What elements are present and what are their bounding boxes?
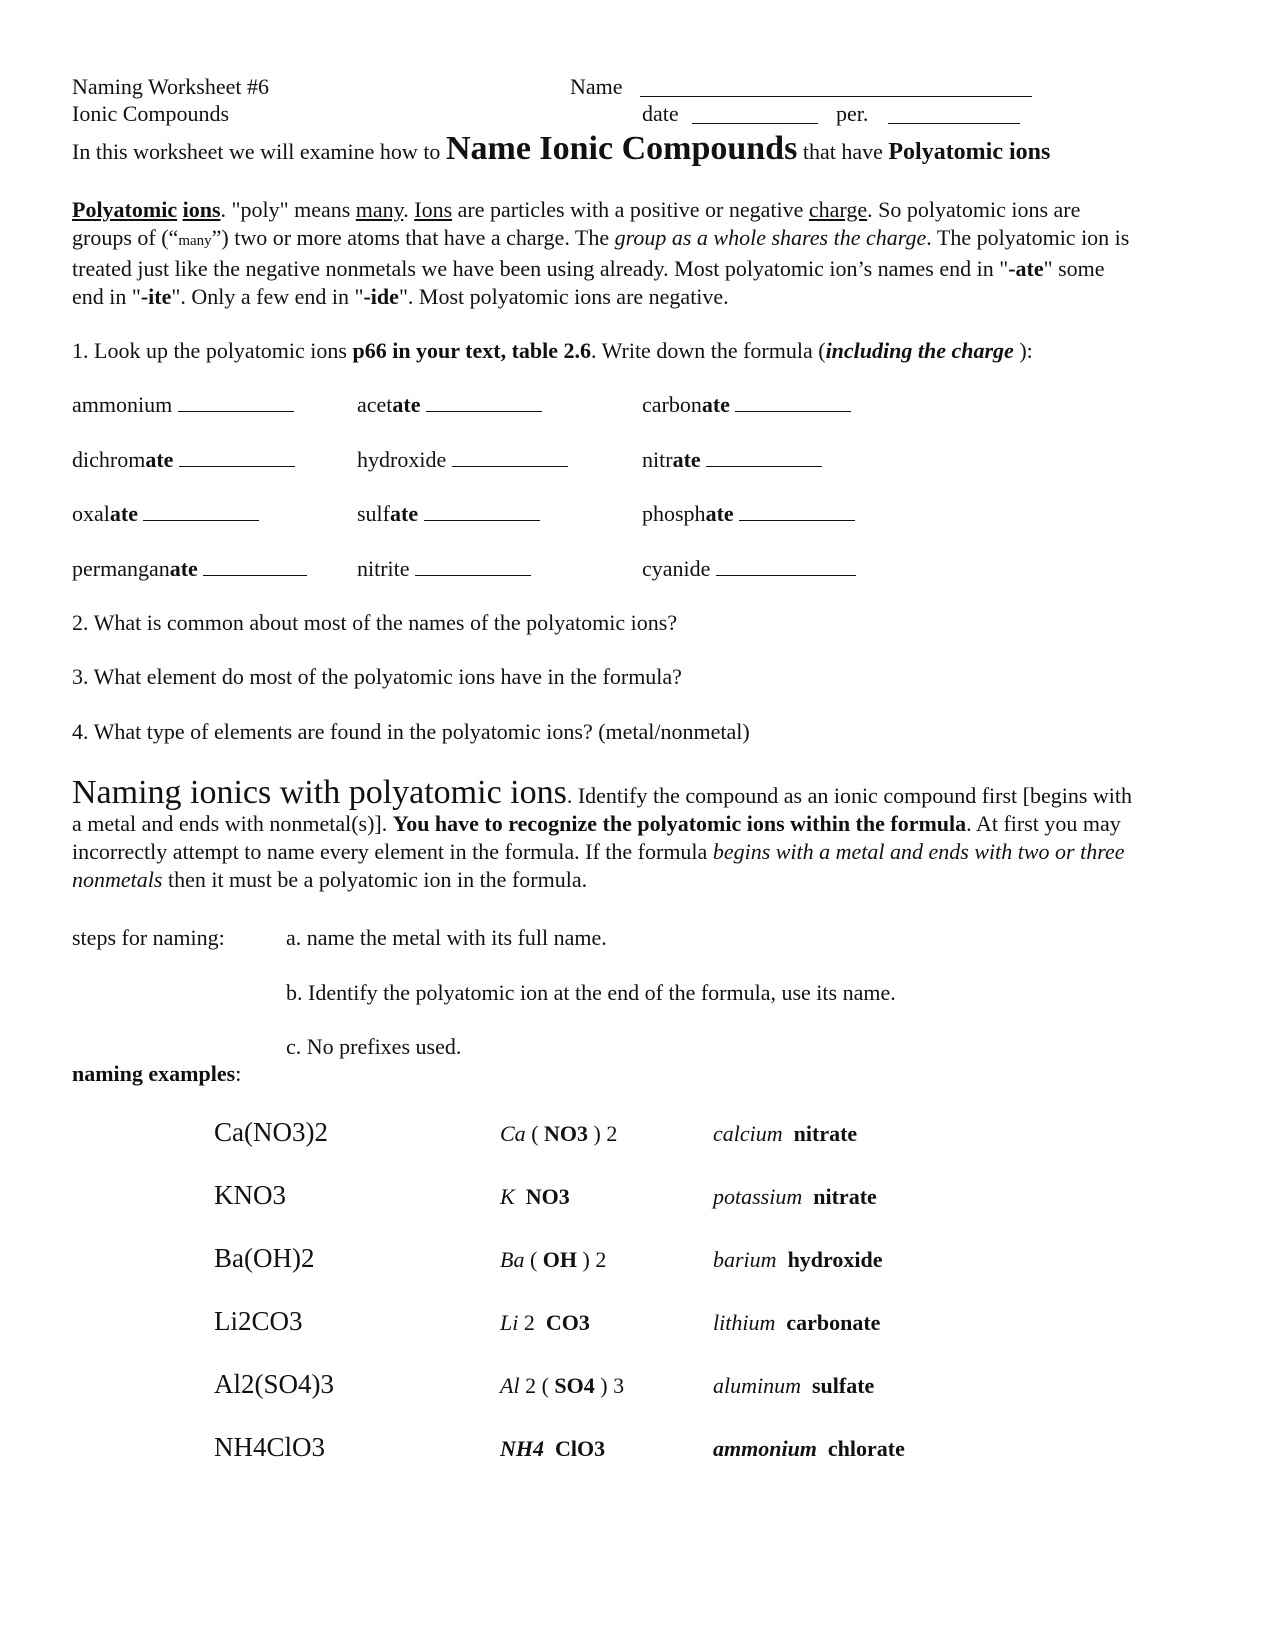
example-formula: Al2(SO4)3	[214, 1369, 334, 1399]
name-field[interactable]	[640, 78, 1032, 97]
ion-sulfate: sulfate	[357, 501, 540, 527]
ion-hydroxide: hydroxide	[357, 447, 568, 473]
per-field[interactable]	[888, 105, 1020, 124]
example-name: aluminum sulfate	[713, 1373, 875, 1398]
example-name: ammonium chlorate	[713, 1436, 905, 1461]
answer-blank[interactable]	[203, 557, 307, 576]
example-formula: Li2CO3	[214, 1306, 303, 1336]
ion-permanganate: permanganate	[72, 556, 307, 582]
question-3: 3. What element do most of the polyatomic ions have in the formula?	[72, 664, 682, 689]
answer-blank[interactable]	[716, 557, 856, 576]
polyatomic-paragraph: Polyatomic ions. "poly" means many. Ions are particles with a positive or negative charge. So polyatomic ions are groups of (“many”) two or more atoms that have a charge. The group as a whole shares the charge. The polyatomic ion is treated just like the negative nonmetals we have been using already. Most polyatomic ion’s names end in "-ate" some end in "-ite". Only a few end in "-ide". Most polyatomic ions are negative.	[72, 197, 1130, 309]
example-breakdown: Al 2 ( SO4 ) 3	[500, 1373, 625, 1398]
ion-dichromate: dichromate	[72, 447, 295, 473]
date-label: date	[642, 101, 679, 126]
answer-blank[interactable]	[179, 448, 295, 467]
example-breakdown: Ca ( NO3 ) 2	[500, 1121, 618, 1146]
answer-blank[interactable]	[706, 448, 822, 467]
naming-paragraph: Naming ionics with polyatomic ions. Identify the compound as an ionic compound first [begins with a metal and ends with nonmetal(s)]. You have to recognize the polyatomic ions within the formula. At first you may incorrectly attempt to name every element in the formula. If the formula begins with a metal and ends with two or three nonmetals then it must be a polyatomic ion in the formula.	[72, 774, 1133, 892]
answer-blank[interactable]	[735, 393, 851, 412]
ion-carbonate: carbonate	[642, 392, 851, 418]
answer-blank[interactable]	[424, 502, 540, 521]
example-name: potassium nitrate	[713, 1184, 877, 1209]
intro-line: In this worksheet we will examine how to Name Ionic Compounds that have Polyatomic ions	[72, 130, 1051, 167]
example-name: lithium carbonate	[713, 1310, 881, 1335]
example-breakdown: K NO3	[500, 1184, 570, 1209]
example-breakdown: Li 2 CO3	[500, 1310, 590, 1335]
worksheet-subtitle: Ionic Compounds	[72, 101, 230, 126]
example-formula: NH4ClO3	[214, 1432, 326, 1462]
ion-oxalate: oxalate	[72, 501, 259, 527]
answer-blank[interactable]	[739, 502, 855, 521]
example-breakdown: Ba ( OH ) 2	[500, 1247, 607, 1272]
example-formula: Ca(NO3)2	[214, 1117, 328, 1147]
example-name: calcium nitrate	[713, 1121, 858, 1146]
step-a: a. name the metal with its full name.	[286, 925, 607, 950]
ion-nitrite: nitrite	[357, 556, 531, 582]
steps-label: steps for naming:	[72, 925, 225, 950]
example-name: barium hydroxide	[713, 1247, 883, 1272]
ion-phosphate: phosphate	[642, 501, 855, 527]
ion-nitrate: nitrate	[642, 447, 822, 473]
intro-big-heading: Name Ionic Compounds	[445, 130, 798, 167]
ion-ammonium: ammonium	[72, 392, 294, 418]
answer-blank[interactable]	[415, 557, 531, 576]
question-2: 2. What is common about most of the names of the polyatomic ions?	[72, 610, 678, 635]
naming-heading: Naming ionics with polyatomic ions	[72, 774, 567, 811]
question-1: 1. Look up the polyatomic ions p66 in your text, table 2.6. Write down the formula (including the charge ):	[72, 338, 1033, 363]
example-breakdown: NH4 ClO3	[500, 1436, 606, 1461]
date-field[interactable]	[692, 105, 818, 124]
answer-blank[interactable]	[452, 448, 568, 467]
ion-acetate: acetate	[357, 392, 542, 418]
step-c: c. No prefixes used.	[286, 1034, 462, 1059]
question-4: 4. What type of elements are found in the polyatomic ions? (metal/nonmetal)	[72, 719, 750, 744]
answer-blank[interactable]	[143, 502, 259, 521]
answer-blank[interactable]	[426, 393, 542, 412]
step-b: b. Identify the polyatomic ion at the end of the formula, use its name.	[286, 980, 896, 1005]
name-label: Name	[570, 74, 623, 99]
example-formula: Ba(OH)2	[214, 1243, 315, 1273]
worksheet-title: Naming Worksheet #6	[72, 74, 270, 99]
answer-blank[interactable]	[178, 393, 294, 412]
per-label: per.	[836, 101, 869, 126]
ion-cyanide: cyanide	[642, 556, 856, 582]
example-formula: KNO3	[214, 1180, 286, 1210]
examples-label: naming examples:	[72, 1061, 242, 1086]
